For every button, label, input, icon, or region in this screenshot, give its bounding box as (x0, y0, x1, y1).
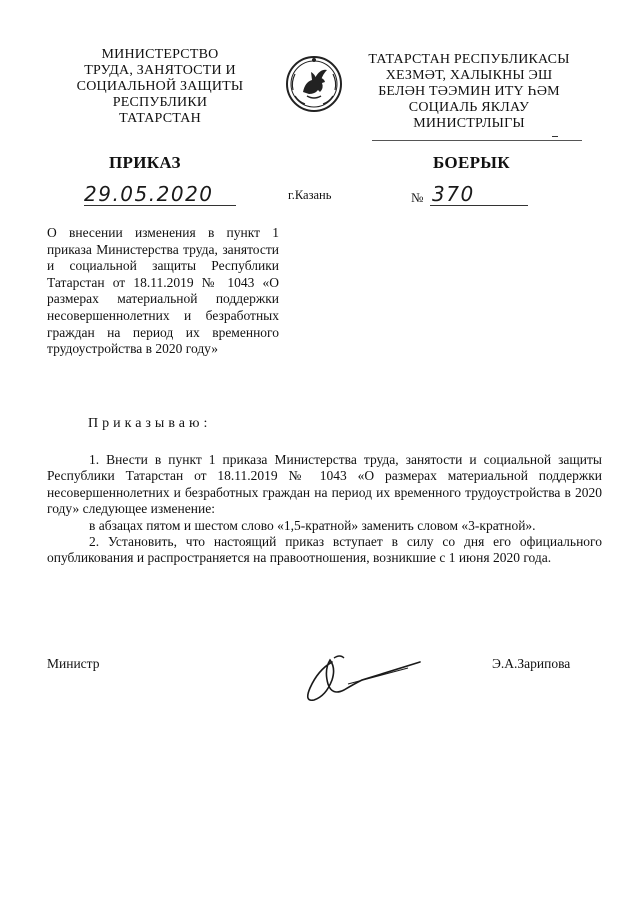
body-paragraph: 2. Установить, что настоящий приказ вступает в силу со дня его официального опубликования и распространяется на правоотношения, возникшие с 1 июня 2020 года. (47, 534, 602, 566)
order-city: г.Казань (288, 188, 332, 202)
header-left-line: ТРУДА, ЗАНЯТОСТИ И (84, 63, 236, 78)
ministry-name-tatar (356, 52, 582, 132)
order-number (432, 182, 475, 206)
header-left-line: РЕСПУБЛИКИ (112, 95, 208, 110)
body-paragraph: в абзацах пятом и шестом слово «1,5-кратной» заменить словом «3-кратной». (89, 517, 536, 533)
header-divider-tick (552, 136, 558, 137)
decree-word: Приказываю: (88, 416, 212, 431)
date-underline (84, 205, 236, 206)
header-left-line: СОЦИАЛЬНОЙ ЗАЩИТЫ (76, 79, 244, 94)
header-right-line: ХЕЗМӘТ, ХАЛЫКНЫ ЭШ (385, 68, 553, 83)
signatory-name: Э.А.Зарипова (492, 656, 571, 671)
header-divider (372, 140, 582, 141)
number-underline (430, 205, 528, 206)
handwritten-signature-icon (288, 640, 428, 710)
number-sign: № (411, 190, 424, 205)
order-body (47, 452, 602, 567)
ministry-name-russian (55, 47, 265, 127)
body-paragraph: 1. Внести в пункт 1 приказа Министерства труда, занятости и социальной защиты Республики Татарстан от 18.11.2019 № 1043 «О размерах материальной поддержки несовершеннолетних и безработных граждан на период их временного трудоустройства в 2020 году» следующее изменение: (47, 452, 602, 517)
order-title-tatar: БОЕРЫК (433, 153, 510, 172)
header-right-line: БЕЛӘН ТӘЭМИН ИТҮ ҺӘМ (378, 84, 560, 99)
header-left-line: ТАТАРСТАН (119, 111, 201, 126)
header-right-line: СОЦИАЛЬ ЯКЛАУ (408, 100, 530, 115)
header-right-line: МИНИСТРЛЫГЫ (413, 116, 525, 131)
signatory-role: Министр (47, 656, 100, 671)
order-number-value: 370 (432, 182, 475, 206)
order-subject: О внесении изменения в пункт 1 приказа Министерства труда, занятости и социальной защиты Республики Татарстан от 18.11.2019 № 1043 «О размерах материальной поддержки несовершеннолетних и безработных граждан на период их временного трудоустройства в 2020 году» (47, 225, 279, 357)
order-date-value: 29.05.2020 (84, 182, 214, 206)
header-left-line: МИНИСТЕРСТВО (101, 47, 219, 62)
tatarstan-coat-of-arms-icon (285, 52, 343, 116)
order-date (84, 182, 234, 206)
header-right-line: ТАТАРСТАН РЕСПУБЛИКАСЫ (368, 52, 570, 67)
order-title-russian: ПРИКАЗ (109, 153, 181, 172)
